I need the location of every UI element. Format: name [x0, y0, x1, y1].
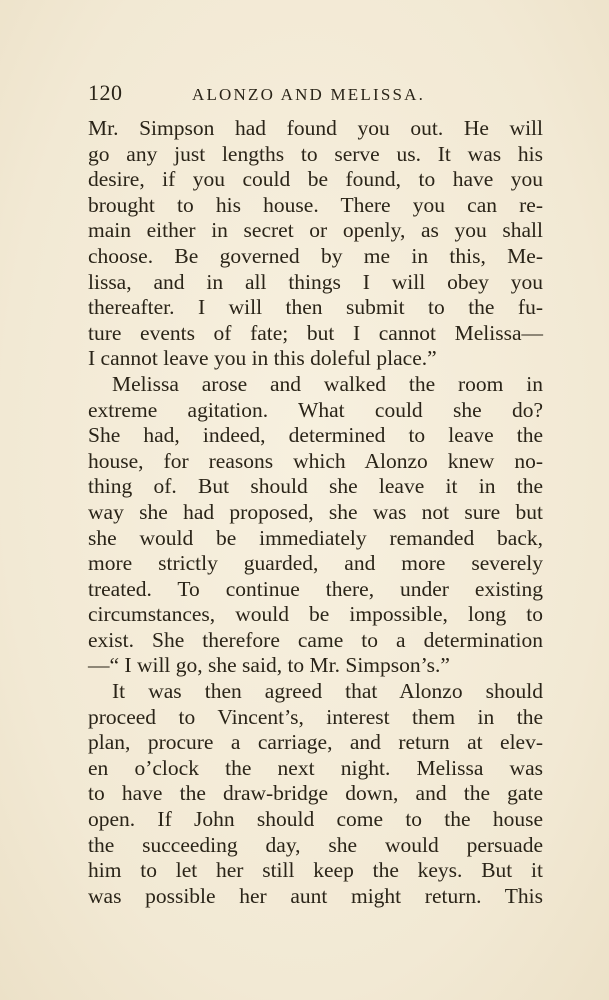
text-line: exist. She therefore came to a determination — [88, 627, 543, 652]
running-head: ALONZO AND MELISSA. — [192, 85, 426, 104]
text-line: extreme agitation. What could she do? — [88, 397, 543, 422]
text-line: to have the draw-bridge down, and the gate — [88, 781, 543, 806]
text-line: open. If John should come to the house — [88, 807, 543, 832]
text-line: proceed to Vincent’s, interest them in the — [88, 704, 543, 729]
text-line: house, for reasons which Alonzo knew no- — [88, 448, 543, 473]
text-line: the succeeding day, she would persuade — [88, 832, 543, 857]
text-line: thereafter. I will then submit to the fu- — [88, 295, 543, 320]
text-line: Mr. Simpson had found you out. He will — [88, 116, 543, 140]
text-line: en o’clock the next night. Melissa was — [88, 755, 543, 780]
text-line: desire, if you could be found, to have you — [88, 167, 543, 192]
text-line: more strictly guarded, and more severely — [88, 551, 543, 576]
text-line: way she had proposed, she was not sure but — [88, 499, 543, 524]
text-line: was possible her aunt might return. This — [88, 883, 543, 908]
text-line: circumstances, would be impossible, long to — [88, 602, 543, 627]
text-line: plan, procure a carriage, and return at elev- — [88, 730, 543, 755]
page-number: 120 — [88, 80, 123, 105]
body-text — [88, 116, 543, 909]
text-line: lissa, and in all things I will obey you — [88, 269, 543, 294]
text-line: She had, indeed, determined to leave the — [88, 423, 543, 448]
text-line: go any just lengths to serve us. It was his — [88, 141, 543, 166]
text-line: main either in secret or openly, as you shall — [88, 218, 543, 243]
text-line: him to let her still keep the keys. But it — [88, 858, 543, 883]
text-line: I cannot leave you in this doleful place.” — [88, 346, 437, 371]
text-line: brought to his house. There you can re- — [88, 192, 543, 217]
text-line: —“ I will go, she said, to Mr. Simpson’s.” — [88, 653, 450, 678]
paragraph-first-line: It was then agreed that Alonzo should — [112, 679, 543, 704]
text-line: thing of. But should she leave it in the — [88, 474, 543, 499]
text-line: ture events of fate; but I cannot Melissa— — [88, 320, 543, 345]
page-header — [88, 80, 543, 110]
text-line: she would be immediately remanded back, — [88, 525, 543, 550]
paragraph-first-line: Melissa arose and walked the room in — [112, 371, 543, 396]
text-line: treated. To continue there, under existing — [88, 576, 543, 601]
text-line: choose. Be governed by me in this, Me- — [88, 243, 543, 268]
